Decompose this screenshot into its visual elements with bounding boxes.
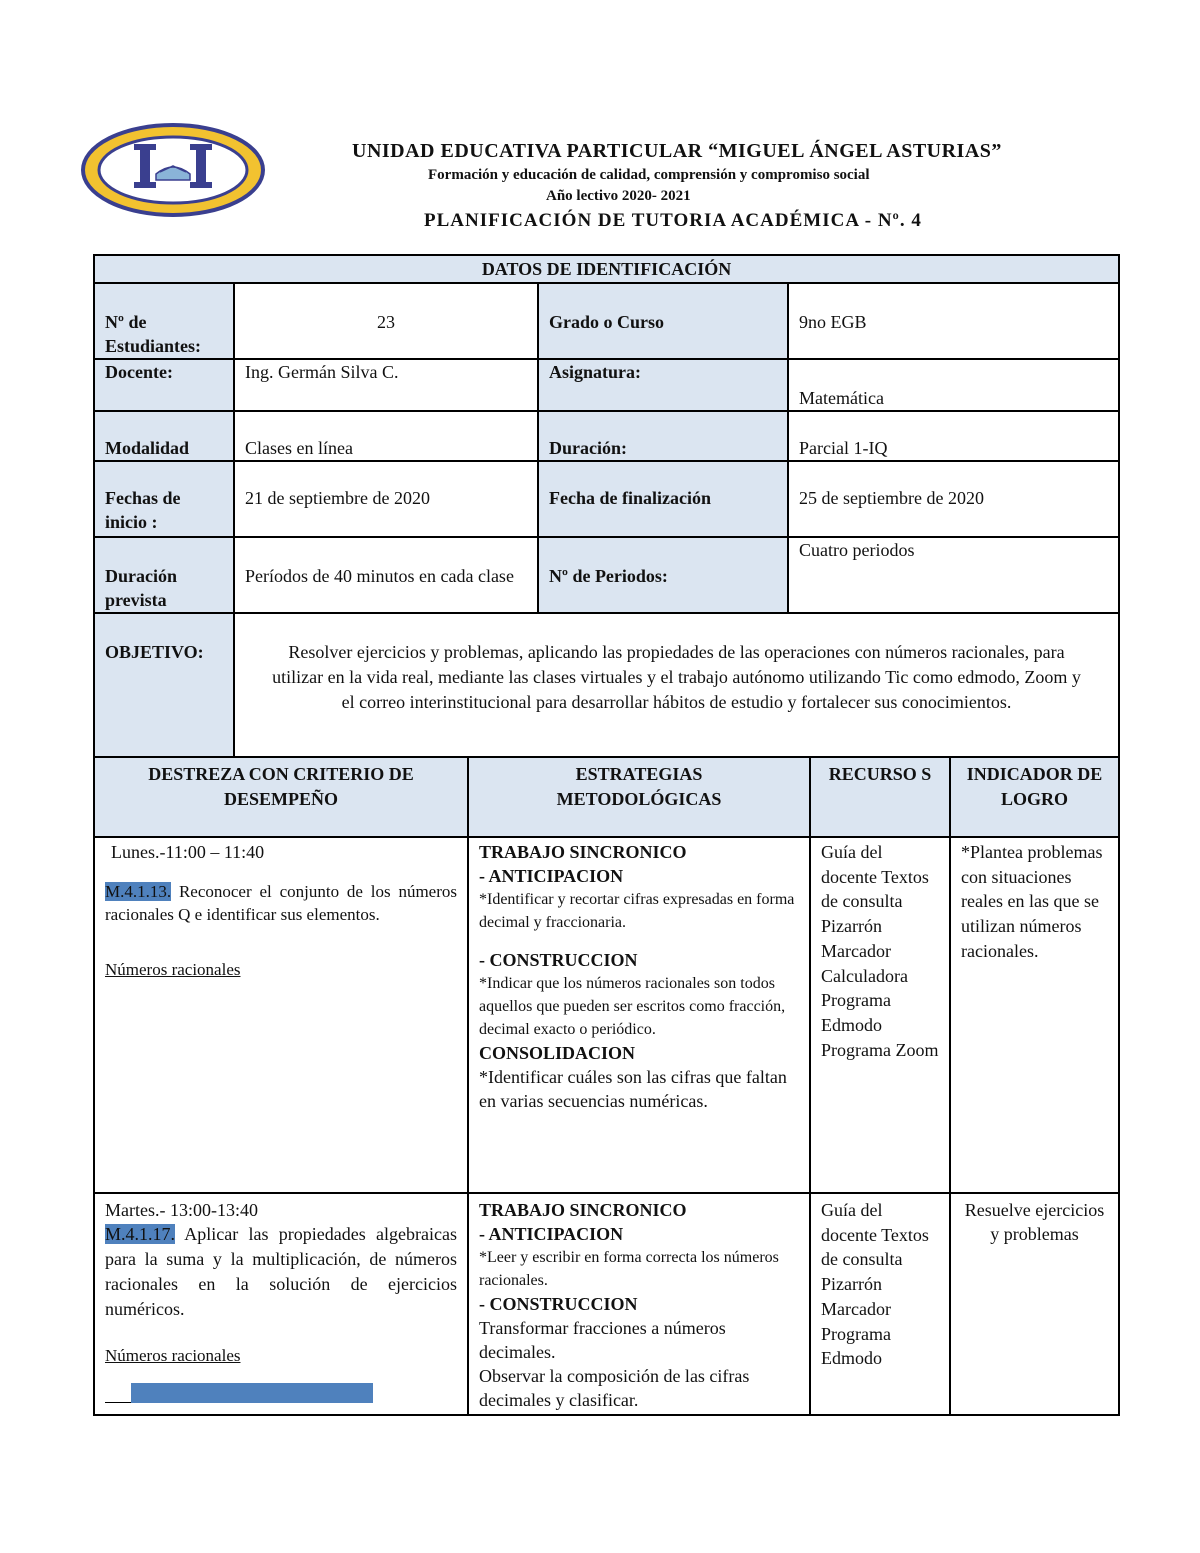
skill-text: Reconocer el conjunto de los números racionales Q e identificar sus elementos. [105, 882, 457, 924]
school-motto: Formación y educación de calidad, comprensión y compromiso social [428, 167, 870, 183]
subject-label: Asignatura: [538, 359, 788, 411]
planned-value: Períodos de 40 minutos en cada clase [234, 537, 538, 613]
students-label: Nº de Estudiantes: [94, 283, 234, 359]
strategy-construction-text-2: Observar la composición de las cifras decimales y clasificar. [479, 1366, 750, 1410]
strategy-construction-text: *Indicar que los números racionales son todos aquellos que pueden ser escritos como fracción, decimal exacto o periódico. [479, 975, 786, 1038]
resources-cell: Guía del docente Textos de consulta Pizarrón Marcador Programa Edmodo [810, 1193, 950, 1415]
strategy-anticipation-text: *Identificar y recortar cifras expresadas en forma decimal y fraccionaria. [479, 891, 795, 931]
identification-table [93, 254, 1120, 762]
topic-link: Números racionales [105, 960, 241, 979]
topic-link: Números racionales [105, 1346, 241, 1365]
periods-value: Cuatro periodos [788, 537, 1119, 613]
strategy-consolidation: CONSOLIDACION [479, 1043, 636, 1063]
skill-code: M.4.1.17. [105, 1224, 176, 1244]
grade-value: 9no EGB [788, 283, 1119, 359]
subject-value: Matemática [788, 359, 1119, 411]
header-resources: RECURSO S [810, 757, 950, 837]
objective-value: Resolver ejercicios y problemas, aplicando las propiedades de las operaciones con números racionales, para utilizar en la vida real, mediante las clases virtuales y el trabajo autónomo utilizando Tic como edmodo, Zoom y el correo interinstitucional para desarrollar hábitos de estudio y fortalecer sus conocimientos. [234, 613, 1119, 761]
teacher-label: Docente: [94, 359, 234, 411]
skill-cell [94, 837, 468, 1193]
school-logo [80, 122, 266, 218]
planned-label: Duración prevista [94, 537, 234, 613]
strategy-construction-text: Transformar fracciones a números decimales. [479, 1318, 726, 1362]
table-row [94, 1193, 1119, 1415]
strategy-construction: - CONSTRUCCION [479, 950, 638, 970]
underline-mark [105, 1383, 131, 1403]
end-label: Fecha de finalización [538, 461, 788, 537]
skill-code: M.4.1.13. [105, 882, 172, 901]
duration-label: Duración: [538, 411, 788, 461]
plan-title: PLANIFICACIÓN DE TUTORIA ACADÉMICA - Nº. 4 [424, 210, 922, 231]
header-indicator: INDICADOR DE LOGRO [950, 757, 1119, 837]
periods-label: Nº de Periodos: [538, 537, 788, 613]
school-name: UNIDAD EDUCATIVA PARTICULAR “MIGUEL ÁNGEL ASTURIAS” [352, 140, 1002, 162]
skill-cell [94, 1193, 468, 1415]
strategy-cell [468, 1193, 810, 1415]
strategy-anticipation: - ANTICIPACION [479, 866, 624, 886]
grade-label: Grado o Curso [538, 283, 788, 359]
identification-title: DATOS DE IDENTIFICACIÓN [94, 255, 1119, 283]
mode-label: Modalidad [94, 411, 234, 461]
strategy-anticipation: - ANTICIPACION [479, 1224, 624, 1244]
header-strategies: ESTRATEGIAS METODOLÓGICAS [468, 757, 810, 837]
mode-value: Clases en línea [234, 411, 538, 461]
strategy-construction: - CONSTRUCCION [479, 1294, 638, 1314]
strategy-consolidation-text: *Identificar cuáles son las cifras que faltan en varias secuencias numéricas. [479, 1067, 787, 1111]
duration-value: Parcial 1-IQ [788, 411, 1119, 461]
row-time: Martes.- 13:00-13:40 [105, 1200, 258, 1220]
school-year: Año lectivo 2020- 2021 [546, 188, 691, 204]
highlight-bar [131, 1383, 373, 1403]
strategy-title: TRABAJO SINCRONICO [479, 1200, 687, 1220]
strategy-anticipation-text: *Leer y escribir en forma correcta los números racionales. [479, 1249, 779, 1289]
resources-cell: Guía del docente Textos de consulta Pizarrón Marcador Calculadora Programa Edmodo Programa Zoom [810, 837, 950, 1193]
objective-label: OBJETIVO: [94, 613, 234, 761]
indicator-cell: Resuelve ejercicios y problemas [950, 1193, 1119, 1415]
strategy-title: TRABAJO SINCRONICO [479, 842, 687, 862]
end-value: 25 de septiembre de 2020 [788, 461, 1119, 537]
row-time: Lunes.-11:00 – 11:40 [111, 842, 265, 862]
teacher-value: Ing. Germán Silva C. [234, 359, 538, 411]
start-value: 21 de septiembre de 2020 [234, 461, 538, 537]
strategy-cell [468, 837, 810, 1193]
indicator-cell: *Plantea problemas con situaciones reales en las que se utilizan números racionales. [950, 837, 1119, 1193]
header-skill: DESTREZA CON CRITERIO DE DESEMPEÑO [94, 757, 468, 837]
start-label: Fechas de inicio : [94, 461, 234, 537]
table-row [94, 837, 1119, 1193]
skill-text: Aplicar las propiedades algebraicas para la suma y la multiplicación, de números racionales en la solución de ejercicios numéricos. [105, 1224, 457, 1319]
plan-table [93, 756, 1120, 1416]
students-value: 23 [234, 283, 538, 359]
